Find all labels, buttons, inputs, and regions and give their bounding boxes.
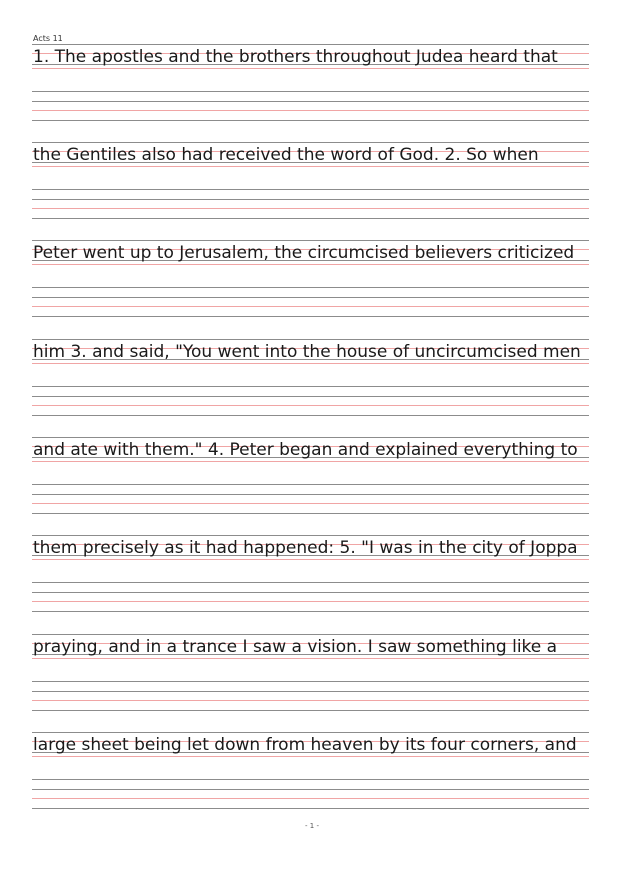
practice-text: large sheet being let down from heaven by its four corners, and [33,735,577,755]
practice-text: the Gentiles also had received the word of God. 2. So when [33,145,539,165]
practice-text: praying, and in a trance I saw a vision. I saw something like a [33,637,558,657]
practice-row [32,339,589,419]
page-number: - 1 - [305,822,319,830]
practice-row [32,437,589,517]
practice-row [32,44,589,124]
practice-row [32,240,589,320]
practice-text: and ate with them." 4. Peter began and explained everything to [33,440,578,460]
practice-text: him 3. and said, "You went into the house of uncircumcised men [33,342,581,362]
practice-text: 1. The apostles and the brothers throughout Judea heard that [33,47,558,67]
practice-text: Peter went up to Jerusalem, the circumcised believers criticized [33,243,575,263]
practice-row [32,142,589,222]
practice-text: them precisely as it had happened: 5. "I was in the city of Joppa [33,538,578,558]
practice-row [32,535,589,615]
page-header: Acts 11 [33,34,63,43]
practice-row [32,634,589,714]
practice-row [32,732,589,812]
